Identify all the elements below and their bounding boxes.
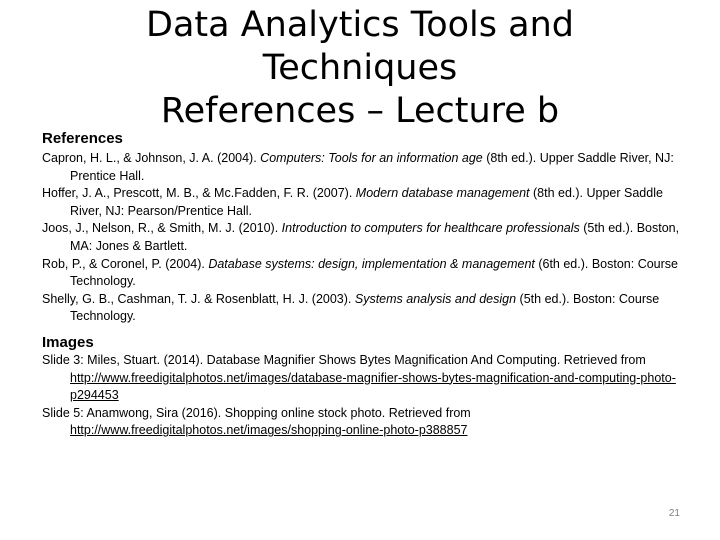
references-heading: References: [42, 130, 123, 147]
image-source-link[interactable]: http://www.freedigitalphotos.net/images/database-magnifier-shows-bytes-magnification-and-computing-photo-p294453: [70, 370, 676, 403]
title-line: Techniques: [262, 48, 458, 88]
images-list: [42, 352, 687, 440]
reference-item: Shelly, G. B., Cashman, T. J. & Rosenblatt, H. J. (2003). Systems analysis and design (5th ed.). Boston: Course Technology.: [42, 291, 660, 324]
reference-item: Rob, P., & Coronel, P. (2004). Database systems: design, implementation & management (6th ed.). Boston: Course Technology.: [42, 256, 679, 289]
images-heading: Images: [42, 334, 94, 351]
reference-item: Hoffer, J. A., Prescott, M. B., & Mc.Fadden, F. R. (2007). Modern database management (8th ed.). Upper Saddle River, NJ: Pearson/Prentice Hall.: [42, 186, 663, 218]
title-line: References – Lecture b: [160, 91, 560, 131]
slide-number: 21: [668, 508, 680, 519]
reference-title: Database systems: design, implementation & management: [208, 256, 535, 271]
reference-item: Joos, J., Nelson, R., & Smith, M. J. (2010). Introduction to computers for healthcare professionals (5th ed.). Boston, MA: Jones & Bartlett.: [42, 221, 680, 253]
slide-title: [90, 4, 630, 133]
references-list: [42, 150, 687, 326]
image-source-link[interactable]: http://www.freedigitalphotos.net/images/shopping-online-photo-p388857: [70, 423, 468, 438]
title-line: Data Analytics Tools and: [146, 5, 574, 45]
reference-title: Systems analysis and design: [354, 291, 517, 306]
image-credit-item: Slide 3: Miles, Stuart. (2014). Database Magnifier Shows Bytes Magnification And Computing. Retrieved from http://www.freedigitalphotos.net/images/database-magnifier-shows-bytes-magnification-and-computing-photo-p294453: [42, 353, 676, 403]
image-credit-item: Slide 5: Anamwong, Sira (2016). Shopping online stock photo. Retrieved from http://www.freedigitalphotos.net/images/shopping-online-photo-p388857: [42, 405, 471, 438]
reference-item: Capron, H. L., & Johnson, J. A. (2004). Computers: Tools for an information age (8th ed.). Upper Saddle River, NJ: Prentice Hall.: [42, 151, 674, 183]
reference-title: Computers: Tools for an information age: [260, 151, 483, 165]
reference-title: Modern database management: [355, 186, 530, 201]
reference-title: Introduction to computers for healthcare professionals: [281, 221, 580, 236]
